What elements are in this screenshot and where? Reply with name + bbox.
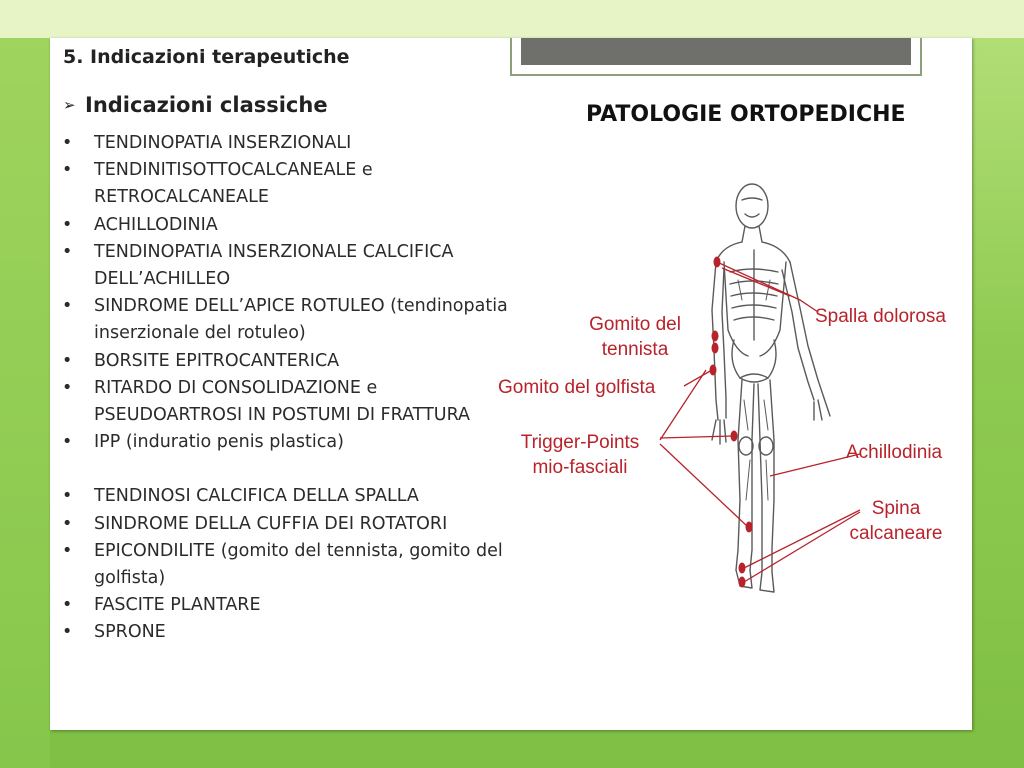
label-gomito-golfista: Gomito del golfista bbox=[498, 377, 656, 398]
diagram-title: PATOLOGIE ORTOPEDICHE bbox=[586, 102, 906, 127]
label-achillodinia: Achillodinia bbox=[846, 442, 943, 463]
list-item: • BORSITE EPITROCANTERICA bbox=[62, 348, 522, 375]
list-item: • IPP (induratio penis plastica) bbox=[62, 429, 522, 456]
label-line: tennista bbox=[601, 339, 669, 360]
list-item: • SINDROME DELL’APICE ROTULEO (tendinopatia inserzionale del rotuleo) bbox=[62, 293, 522, 347]
list-item: • SINDROME DELLA CUFFIA DEI ROTATORI bbox=[62, 511, 522, 538]
marker-thigh bbox=[731, 431, 738, 442]
list-item: • ACHILLODINIA bbox=[62, 212, 522, 239]
label-line: Spina bbox=[871, 498, 921, 519]
label-spalla-dolorosa: Spalla dolorosa bbox=[815, 306, 946, 327]
label-gomito-tennista bbox=[560, 312, 710, 362]
list-item: • FASCITE PLANTARE bbox=[62, 592, 522, 619]
marker-heel bbox=[739, 577, 746, 588]
label-line: Gomito del bbox=[589, 314, 681, 335]
list-item: • SPRONE bbox=[62, 619, 522, 646]
marker-forearm bbox=[710, 365, 717, 376]
sub-heading-text: Indicazioni classiche bbox=[85, 93, 328, 117]
list-item: • RITARDO DI CONSOLIDAZIONE e PSEUDOARTROSI IN POSTUMI DI FRATTURA bbox=[62, 375, 522, 429]
arrow-bullet-icon: ➢ bbox=[63, 96, 76, 114]
marker-elbow-1 bbox=[712, 331, 719, 342]
marker-elbow-2 bbox=[712, 343, 719, 354]
label-line: Trigger-Points bbox=[520, 432, 640, 453]
label-spina-calcaneare bbox=[836, 496, 956, 546]
marker-ankle bbox=[739, 563, 746, 574]
label-trigger-points bbox=[505, 430, 655, 480]
list-item: • TENDINOPATIA INSERZIONALI bbox=[62, 130, 522, 157]
label-line: calcaneare bbox=[849, 523, 943, 544]
human-figure-sketch bbox=[712, 184, 830, 592]
list-item: • TENDINOSI CALCIFICA DELLA SPALLA bbox=[62, 483, 522, 510]
list-item: • TENDINITISOTTOCALCANEALE e RETROCALCANEALE bbox=[62, 157, 522, 211]
marker-calf bbox=[746, 522, 753, 533]
marker-shoulder bbox=[714, 257, 721, 268]
label-line: mio-fasciali bbox=[532, 457, 628, 478]
section-title: 5. Indicazioni terapeutiche bbox=[63, 46, 350, 68]
list-item: • EPICONDILITE (gomito del tennista, gomito del golfista) bbox=[62, 538, 522, 592]
list-item: • TENDINOPATIA INSERZIONALE CALCIFICA DELL’ACHILLEO bbox=[62, 239, 522, 293]
